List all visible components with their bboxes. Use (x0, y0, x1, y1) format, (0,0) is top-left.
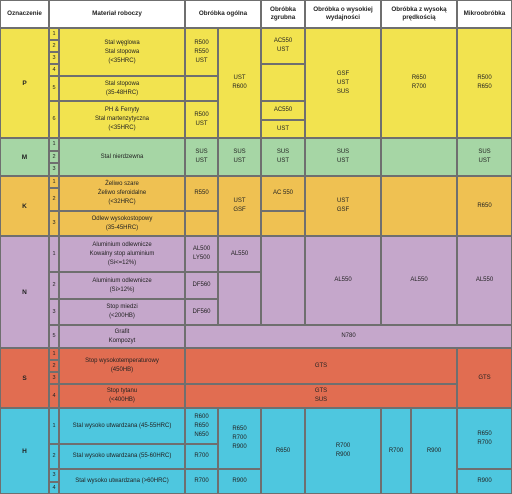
high-eff-K: UST GSF (305, 176, 381, 236)
row-number: 2 (49, 151, 59, 163)
row-number: 3 (49, 469, 59, 482)
material-N-3: Stop miedzi (<200HB) (59, 299, 185, 325)
rough-P-a: AC550 UST (261, 28, 305, 64)
rough-P-b: AC550 (261, 101, 305, 120)
header-designation: Oznaczenie (0, 0, 49, 28)
row-number: 1 (49, 348, 59, 360)
high-speed-K-blank (381, 176, 457, 236)
micro-P: R500 R650 (457, 28, 512, 138)
header-rough: Obróbka zgrubna (261, 0, 305, 28)
row-number: 3 (49, 299, 59, 325)
row-number: 2 (49, 444, 59, 469)
micro-M: SUS UST (457, 138, 512, 176)
row-number: 3 (49, 163, 59, 176)
general-N-c: DF560 (185, 272, 218, 299)
header-high-efficiency: Obróbka o wysokiej wydajności (305, 0, 381, 28)
general-N-a: AL500 LY500 (185, 236, 218, 272)
material-K-1: Żeliwo szare Żeliwo sferoidalne (<32HRC) (59, 176, 185, 211)
general-H-a: R600 R650 N650 (185, 408, 218, 444)
high-speed-H-a: R700 (381, 408, 411, 494)
row-number: 3 (49, 211, 59, 236)
general-P-blank (185, 76, 218, 101)
micro-N: AL550 (457, 236, 512, 325)
high-speed-N: AL550 (381, 236, 457, 325)
header-micro: Mikroobróbka (457, 0, 512, 28)
row-number: 3 (49, 52, 59, 64)
high-eff-M: SUS UST (305, 138, 381, 176)
general-H-b: R650 R700 R900 (218, 408, 261, 469)
high-speed-H-b: R900 (411, 408, 457, 494)
row-number: 4 (49, 64, 59, 76)
high-eff-P: GSF UST SUS (305, 28, 381, 138)
general-K-b: UST GSF (218, 176, 261, 236)
general-P-b: R500 UST (185, 101, 218, 138)
row-number: 2 (49, 272, 59, 299)
group-label-K: K (0, 176, 49, 236)
material-P-2: Stal stopowa (35-48HRC) (59, 76, 185, 101)
row-number: 5 (49, 76, 59, 101)
material-H-1: Stal wysoko utwardzana (45-55HRC) (59, 408, 185, 444)
general-N-d: DF560 (185, 299, 218, 325)
rough-P-c: UST (261, 120, 305, 138)
row-number: 4 (49, 482, 59, 494)
micro-K: R650 (457, 176, 512, 236)
material-M: Stal nierdzewna (59, 138, 185, 176)
rough-M: SUS UST (261, 138, 305, 176)
material-N-2: Aluminium odlewnicze (Si>12%) (59, 272, 185, 299)
high-speed-M-blank (381, 138, 457, 176)
row-number: 6 (49, 101, 59, 138)
material-N-1: Aluminium odlewnicze Kowalny stop aluminium (Si<=12%) (59, 236, 185, 272)
general-H-e: R900 (218, 469, 261, 494)
material-H-2: Stal wysoko utwardzana (55-60HRC) (59, 444, 185, 469)
general-M-b: SUS UST (218, 138, 261, 176)
row-number: 2 (49, 360, 59, 372)
row-number: 1 (49, 176, 59, 188)
high-eff-N: AL550 (305, 236, 381, 325)
rough-N-blank (261, 236, 305, 325)
general-P-c: UST R600 (218, 28, 261, 138)
row-number: 2 (49, 40, 59, 52)
material-P-1: Stal węglowa Stal stopowa (<35HRC) (59, 28, 185, 76)
row-number: 2 (49, 188, 59, 211)
general-H-c: R700 (185, 444, 218, 469)
value-S-b: GTS SUS (185, 384, 457, 408)
high-eff-H: R700 R900 (305, 408, 381, 494)
header-high-speed: Obróbka z wysoką prędkością (381, 0, 457, 28)
general-P-a: R500 R550 UST (185, 28, 218, 76)
general-N-b: AL550 (218, 236, 261, 272)
row-number: 1 (49, 28, 59, 40)
group-label-M: M (0, 138, 49, 176)
row-number: 1 (49, 138, 59, 151)
row-number: 1 (49, 236, 59, 272)
general-K-blank (185, 211, 218, 236)
high-speed-P: R650 R700 (381, 28, 457, 138)
material-N-4: Grafit Kompozyt (59, 325, 185, 348)
material-P-3: PH & Ferryty Stal martenzytyczna (<35HRC) (59, 101, 185, 138)
material-H-3: Stal wysoko utwardzana (>60HRC) (59, 469, 185, 494)
row-number: 5 (49, 325, 59, 348)
header-general: Obróbka ogólna (185, 0, 261, 28)
group-label-P: P (0, 28, 49, 138)
row-number: 3 (49, 372, 59, 384)
general-K-a: R550 (185, 176, 218, 211)
graphite-N: N780 (185, 325, 512, 348)
rough-K: AC 550 (261, 176, 305, 211)
general-N-blank (218, 272, 261, 325)
group-label-S: S (0, 348, 49, 408)
micro-H-a: R650 R700 (457, 408, 512, 469)
value-S-a: GTS (185, 348, 457, 384)
rough-K-blank (261, 211, 305, 236)
material-S-2: Stop tytanu (<400HB) (59, 384, 185, 408)
group-label-N: N (0, 236, 49, 348)
rough-P-blank (261, 64, 305, 101)
micro-H-b: R900 (457, 469, 512, 494)
general-H-d: R700 (185, 469, 218, 494)
material-S-1: Stop wysokotemperaturowy (450HB) (59, 348, 185, 384)
rough-H: R650 (261, 408, 305, 494)
material-K-2: Odlew wysokostopowy (35-45HRC) (59, 211, 185, 236)
group-label-H: H (0, 408, 49, 494)
row-number: 1 (49, 408, 59, 444)
general-M-a: SUS UST (185, 138, 218, 176)
row-number: 4 (49, 384, 59, 408)
micro-S: GTS (457, 348, 512, 408)
header-material: Materiał roboczy (49, 0, 185, 28)
